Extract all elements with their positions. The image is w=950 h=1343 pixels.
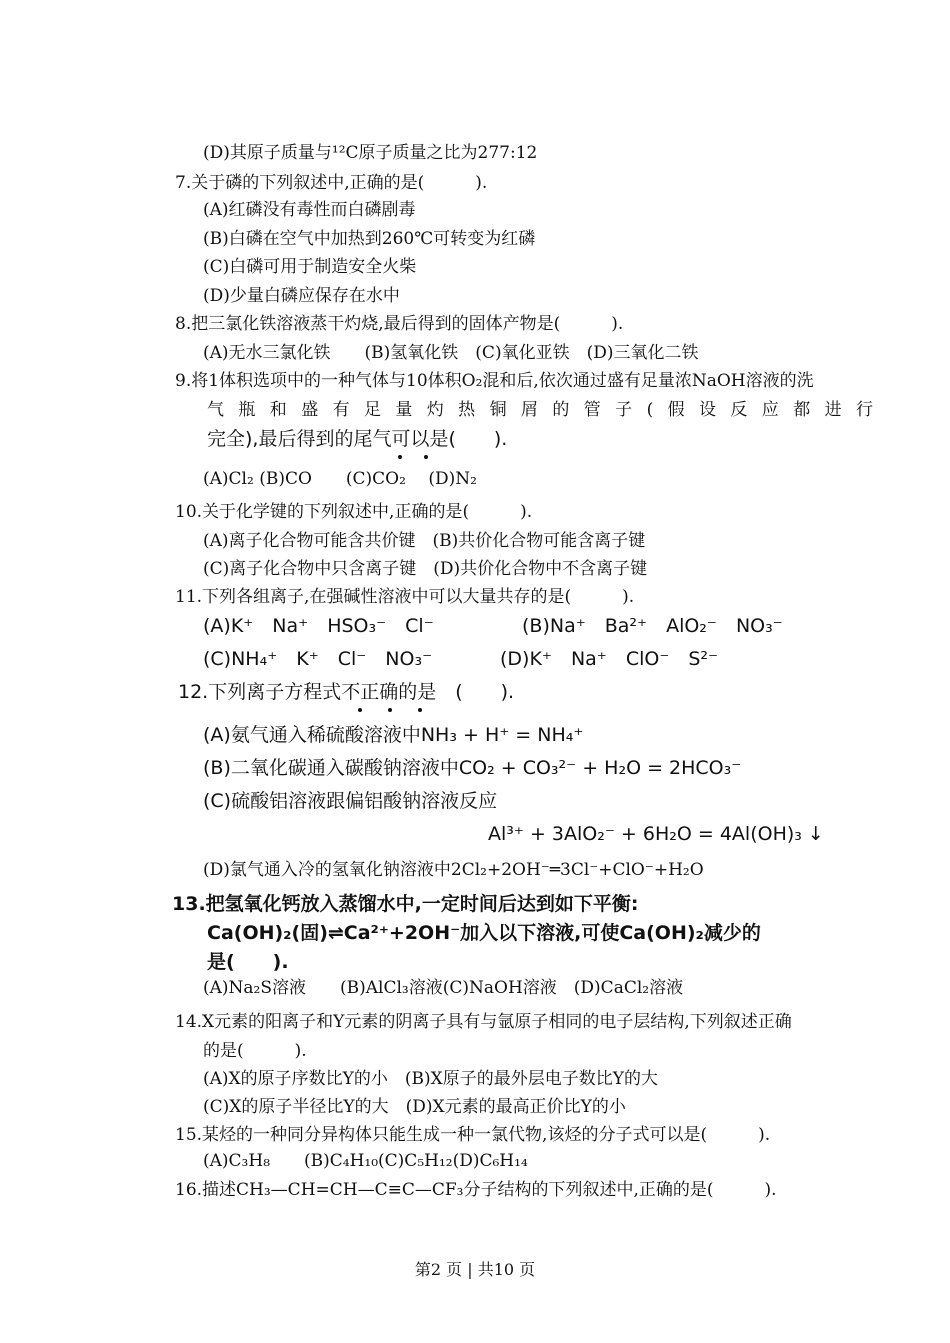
emphasis-dot xyxy=(388,708,392,712)
q14-options-cd: (C)X的原子半径比Y的大 (D)X元素的最高正价比Y的小 xyxy=(203,1097,626,1117)
q14-options-ab: (A)X的原子序数比Y的小 (B)X原子的最外层电子数比Y的大 xyxy=(203,1069,658,1089)
q11-option-c: (C)NH₄⁺ K⁺ Cl⁻ NO₃⁻ xyxy=(203,648,433,670)
q12-option-b: (B)二氧化碳通入碳酸钠溶液中CO₂ + CO₃²⁻ + H₂O = 2HCO₃⁻ xyxy=(203,757,742,779)
q13-options: (A)Na₂S溶液 (B)AlCl₃溶液(C)NaOH溶液 (D)CaCl₂溶液 xyxy=(203,978,684,998)
q9-stem-line2: 气瓶和盛有足量灼热铜屑的管子(假设反应都进行 xyxy=(207,400,879,420)
q8-stem: 8.把三氯化铁溶液蒸干灼烧,最后得到的固体产物是( ). xyxy=(175,314,624,334)
q12-option-c-equation: Al³⁺ + 3AlO₂⁻ + 6H₂O = 4Al(OH)₃ ↓ xyxy=(488,823,824,845)
emphasis-dot xyxy=(398,455,402,459)
q9-stem-line3: 完全),最后得到的尾气可以是( ). xyxy=(207,428,508,450)
q11-option-b: (B)Na⁺ Ba²⁺ AlO₂⁻ NO₃⁻ xyxy=(522,615,783,637)
q16-stem: 16.描述CH₃—CH=CH—C≡C—CF₃分子结构的下列叙述中,正确的是( ). xyxy=(175,1180,777,1200)
q10-stem: 10.关于化学键的下列叙述中,正确的是( ). xyxy=(175,502,533,522)
q14-stem-line1: 14.X元素的阳离子和Y元素的阴离子具有与氩原子相同的电子层结构,下列叙述正确 xyxy=(175,1012,792,1032)
q12-option-c: (C)硫酸铝溶液跟偏铝酸钠溶液反应 xyxy=(203,790,498,812)
q13-stem-line2: Ca(OH)₂(固)⇌Ca²⁺+2OH⁻加入以下溶液,可使Ca(OH)₂减少的 xyxy=(207,922,761,944)
q9-options: (A)Cl₂ (B)CO (C)CO₂ (D)N₂ xyxy=(203,469,477,489)
q10-options-ab: (A)离子化合物可能含共价键 (B)共价化合物可能含离子键 xyxy=(203,531,646,551)
q11-option-a: (A)K⁺ Na⁺ HSO₃⁻ Cl⁻ xyxy=(203,615,434,637)
q7-option-a: (A)红磷没有毒性而白磷剧毒 xyxy=(203,200,416,220)
q7-stem: 7.关于磷的下列叙述中,正确的是( ). xyxy=(175,173,488,193)
q6-option-d: (D)其原子质量与¹²C原子质量之比为277:12 xyxy=(203,143,538,163)
q12-option-a: (A)氨气通入稀硫酸溶液中NH₃ + H⁺ = NH₄⁺ xyxy=(203,724,584,746)
q15-stem: 15.某烃的一种同分异构体只能生成一种一氯代物,该烃的分子式可以是( ). xyxy=(175,1125,771,1145)
q7-option-b: (B)白磷在空气中加热到260℃可转变为红磷 xyxy=(203,229,536,249)
q10-options-cd: (C)离子化合物中只含离子键 (D)共价化合物中不含离子键 xyxy=(203,559,648,579)
q7-option-d: (D)少量白磷应保存在水中 xyxy=(203,286,400,306)
q12-stem: 12.下列离子方程式不正确的是 ( ). xyxy=(178,681,515,703)
q8-options: (A)无水三氯化铁 (B)氢氧化铁 (C)氧化亚铁 (D)三氧化二铁 xyxy=(203,343,699,363)
emphasis-dot xyxy=(358,708,362,712)
q9-stem-line1: 9.将1体积选项中的一种气体与10体积O₂混和后,依次通过盛有足量浓NaOH溶液的洗 xyxy=(175,371,814,391)
page-footer: 第2 页 | 共10 页 xyxy=(414,1260,536,1279)
q11-option-d: (D)K⁺ Na⁺ ClO⁻ S²⁻ xyxy=(500,648,719,670)
q14-stem-line2: 的是( ). xyxy=(203,1041,307,1061)
q15-options: (A)C₃H₈ (B)C₄H₁₀(C)C₅H₁₂(D)C₆H₁₄ xyxy=(203,1151,528,1171)
q12-option-d: (D)氯气通入冷的氢氧化钠溶液中2Cl₂+2OH⁻═3Cl⁻+ClO⁻+H₂O xyxy=(203,860,704,880)
emphasis-dot xyxy=(424,455,428,459)
emphasis-dot xyxy=(418,708,422,712)
q13-stem-line1: 13.把氢氧化钙放入蒸馏水中,一定时间后达到如下平衡: xyxy=(172,893,639,915)
q13-stem-line3: 是( ). xyxy=(207,951,289,973)
q7-option-c: (C)白磷可用于制造安全火柴 xyxy=(203,257,417,277)
q11-stem: 11.下列各组离子,在强碱性溶液中可以大量共存的是( ). xyxy=(175,587,635,607)
